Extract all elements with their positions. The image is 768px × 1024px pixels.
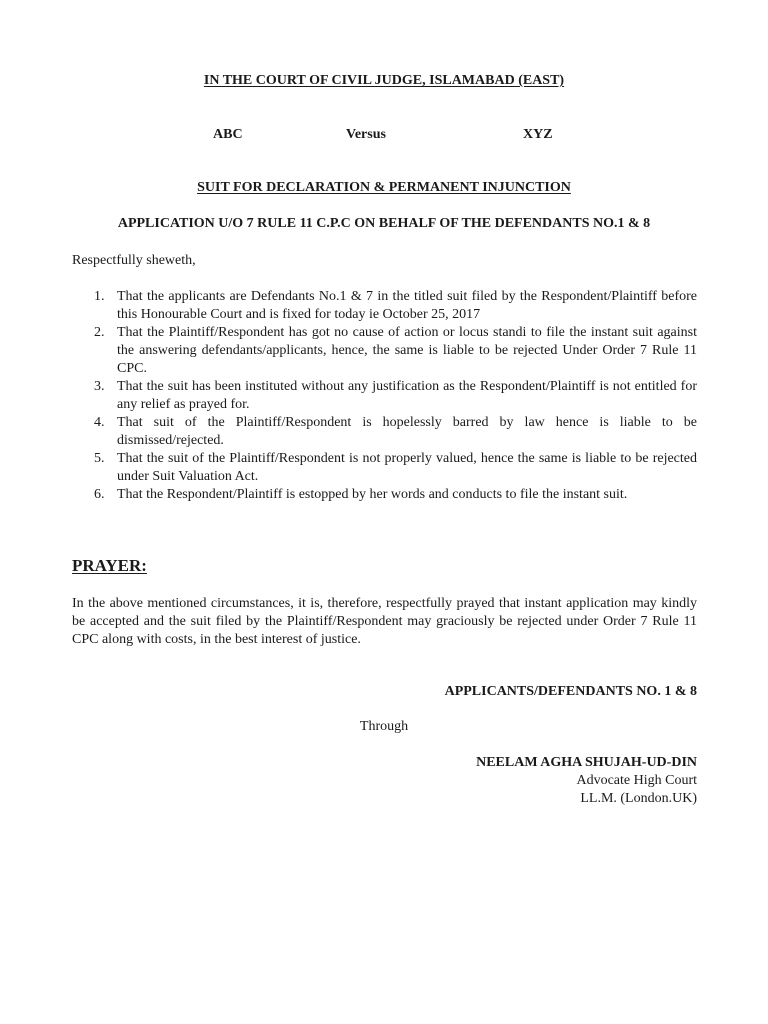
- prayer-heading: PRAYER:: [72, 556, 147, 575]
- through-label: Through: [359, 719, 409, 734]
- ground-item: [72, 378, 697, 414]
- ground-number: 5.: [94, 451, 105, 466]
- advocate-designation: Advocate High Court: [576, 773, 697, 788]
- ground-text: That the suit has been instituted without any justification as the Respondent/Plaintiff is not entitled for any relief as prayed for.: [117, 379, 697, 412]
- ground-number: 6.: [94, 487, 105, 502]
- ground-number: 3.: [94, 379, 105, 394]
- ground-item: [72, 414, 697, 450]
- ground-item: [72, 450, 697, 486]
- ground-text: That the applicants are Defendants No.1 & 7 in the titled suit filed by the Respondent/Plaintiff before this Honourable Court and is fixed for today ie October 25, 2017: [117, 289, 697, 322]
- advocate-qualification: LL.M. (London.UK): [580, 791, 697, 806]
- ground-item: [72, 486, 697, 504]
- ground-item: [72, 288, 697, 324]
- case-parties: [0, 127, 768, 147]
- ground-text: That suit of the Plaintiff/Respondent is hopelessly barred by law hence is liable to be dismissed/rejected.: [117, 415, 697, 448]
- ground-number: 2.: [94, 325, 105, 340]
- ground-text: That the suit of the Plaintiff/Respondent is not properly valued, hence the same is liable to be rejected under Suit Valuation Act.: [117, 451, 697, 484]
- applicants-signature-line: APPLICANTS/DEFENDANTS NO. 1 & 8: [444, 684, 697, 699]
- grounds-list: [72, 288, 697, 504]
- ground-text: That the Respondent/Plaintiff is estopped by her words and conducts to file the instant suit.: [117, 487, 628, 502]
- salutation: Respectfully sheweth,: [72, 253, 196, 268]
- versus-label: Versus: [346, 127, 386, 142]
- ground-text: That the Plaintiff/Respondent has got no cause of action or locus standi to file the instant suit against the answering defendants/applicants, hence, the same is liable to be rejected Under Order 7 Rule 11 CPC.: [117, 325, 697, 376]
- prayer-text: In the above mentioned circumstances, it is, therefore, respectfully prayed that instant application may kindly be accepted and the suit filed by the Plaintiff/Respondent may graciously be rejected under Order 7 Rule 11 CPC along with costs, in the best interest of justice.: [72, 596, 697, 647]
- advocate-name: NEELAM AGHA SHUJAH-UD-DIN: [476, 755, 697, 770]
- ground-item: [72, 324, 697, 378]
- ground-number: 4.: [94, 415, 105, 430]
- court-title: IN THE COURT OF CIVIL JUDGE, ISLAMABAD (EAST): [203, 73, 565, 88]
- application-title: APPLICATION U/O 7 RULE 11 C.P.C ON BEHALF OF THE DEFENDANTS NO.1 & 8: [117, 216, 651, 231]
- ground-number: 1.: [94, 289, 105, 304]
- suit-title: SUIT FOR DECLARATION & PERMANENT INJUNCTION: [197, 180, 571, 195]
- defendant-name: XYZ: [523, 127, 553, 142]
- plaintiff-name: ABC: [213, 127, 243, 142]
